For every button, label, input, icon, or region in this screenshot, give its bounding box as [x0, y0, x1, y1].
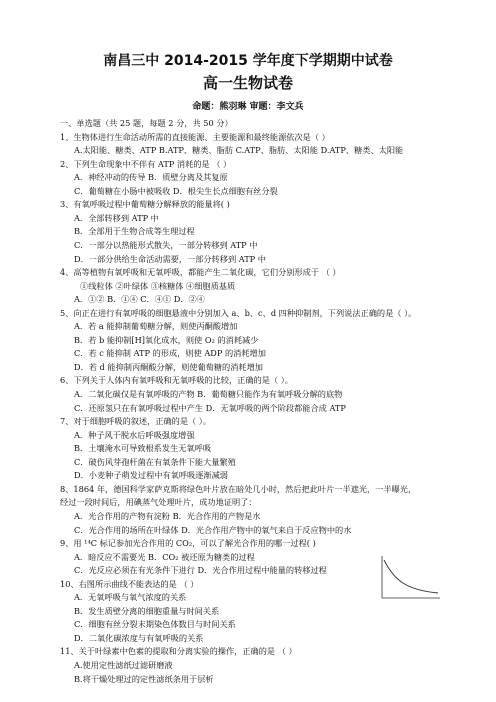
question-line: 2、下列生命现象中不伴有 ATP 消耗的是 （ ）: [60, 158, 232, 169]
option-line: B．发生质壁分离的细胞重量与时间关系: [74, 605, 220, 616]
exam-subtitle: 高一生物试卷: [202, 74, 293, 92]
option-line: A．无氧呼吸与氧气浓度的关系: [74, 592, 187, 603]
option-line: B．土壤淹水可导致根系发生无氧呼吸: [74, 443, 212, 454]
option-line: ①线粒体 ②叶绿体 ③核糖体 ④细胞质基质: [80, 280, 236, 291]
option-line: A．二氧化碳仅是有氧呼吸的产物 B．葡萄糖只能作为有氧呼吸分解的底物: [74, 389, 343, 399]
option-line: A．若 a 能抑制葡萄糖分解，则使丙酮酸增加: [74, 321, 238, 332]
option-line: B．全部用于生物合成等生理过程: [74, 226, 195, 237]
question-line: 8、1864 年，德国科学家萨克斯将绿色叶片放在暗处几小时，然后把此叶片一半遮光，一半曝光，: [60, 483, 417, 494]
exam-title: 南昌三中 2014-2015 学年度下学期期中试卷: [103, 53, 393, 69]
option-line: B.将干燥处理过的定性滤纸条用于层析: [74, 673, 214, 684]
option-line: A．暗反应不需要光 B．CO₂ 被还原为糖类的过程: [74, 551, 255, 562]
option-line: C．若 c 能抑制 ATP 的形成，则使 ADP 的消耗增加: [74, 348, 266, 359]
option-line: A．全部转移到 ATP 中: [74, 212, 159, 223]
question-line: 7、对于细胞呼吸的叙述，正确的是（ ）。: [60, 416, 212, 427]
question-line: 9、用 ¹⁴C 标记参加光合作用的 CO₂，可以了解光合作用的哪一过程( ): [60, 538, 316, 549]
question-line: 1、生物体进行生命活动所需的直接能源、主要能源和最终能源依次是（ ）: [60, 131, 330, 142]
option-line: A.太阳能、糖类、ATP B.ATP、糖类、脂肪 C.ATP、脂肪、太阳能 D.ATP、糖类、太阳能: [74, 145, 404, 156]
question-line: 10、右图所示曲线不能表达的是 （ ）: [60, 578, 199, 589]
option-line: C．光合作用的场所在叶绿体 D．光合作用产物中的氧气来自于反应物中的水: [74, 524, 352, 535]
question-line: 4、高等植物有氧呼吸和无氧呼吸，都能产生二氧化碳，它们分别形成于 （ ）: [60, 267, 341, 278]
option-line: C．光反应必须在有光条件下进行 D．光合作用过程中能量的转移过程: [74, 565, 327, 576]
option-line: D．小麦种子萌发过程中有氧呼吸逐渐减弱: [74, 470, 228, 481]
option-line: A.使用定性滤纸过滤研磨液: [74, 660, 173, 670]
authors-line: 命题：熊羽琳 审题：李文兵: [192, 102, 304, 112]
question-line: 6、下列关于人体内有氧呼吸和无氧呼吸的比较，正确的是（ ）。: [60, 375, 293, 386]
option-line: D．若 d 能抑制丙酮酸分解，则使葡萄糖的消耗增加: [74, 361, 263, 372]
option-line: A．种子风干脱水后呼吸强度增强: [74, 429, 195, 440]
option-line: C．破伤风芽孢杆菌在有氧条件下能大量繁殖: [74, 456, 236, 467]
option-line: C．细胞有丝分裂末期染色体数目与时间关系: [74, 619, 236, 630]
option-line: C．还原氢只在有氧呼吸过程中产生 D．无氧呼吸的两个阶段都能合成 ATP: [74, 402, 346, 413]
question-line: 一、单选题（共 25 题，每题 2 分，共 50 分）: [60, 118, 233, 128]
option-line: A．①② B．①④ C．④① D．②④: [74, 294, 205, 305]
decay-curve-figure: [376, 552, 444, 602]
option-line: A．神经冲动的传导 B．质壁分离及其复原: [74, 172, 228, 183]
option-line: C．葡萄糖在小肠中被吸收 D．根尖生长点细胞有丝分裂: [74, 185, 278, 196]
option-line: C．一部分以热能形式散失，一部分转移到 ATP 中: [74, 239, 258, 250]
option-line: B．若 b 能抑制[H]氧化成水，则使 O₂ 的消耗减少: [74, 334, 259, 345]
option-line: D．二氧化碳浓度与有氧呼吸的关系: [74, 632, 204, 643]
question-line: 11、关于叶绿素中色素的提取和分离实验的操作，正确的是 （ ）: [60, 646, 297, 657]
question-line: 3、有氧呼吸过程中葡萄糖分解释放的能量将( ): [60, 199, 230, 210]
question-line: 5、向正在进行有氧呼吸的细胞悬液中分别加入 a、b、c、d 四种抑制剂，下列说法正确的是（ ）。: [60, 307, 417, 318]
decay-curve: [384, 560, 438, 593]
option-line: A．光合作用的产物有淀粉 B．光合作用的产物是水: [74, 510, 261, 521]
question-line: 经过一段时间后，用碘蒸气处理叶片，成功地证明了：: [60, 497, 257, 508]
option-line: D．一部分供给生命活动需要，一部分转移到 ATP 中: [74, 253, 266, 264]
